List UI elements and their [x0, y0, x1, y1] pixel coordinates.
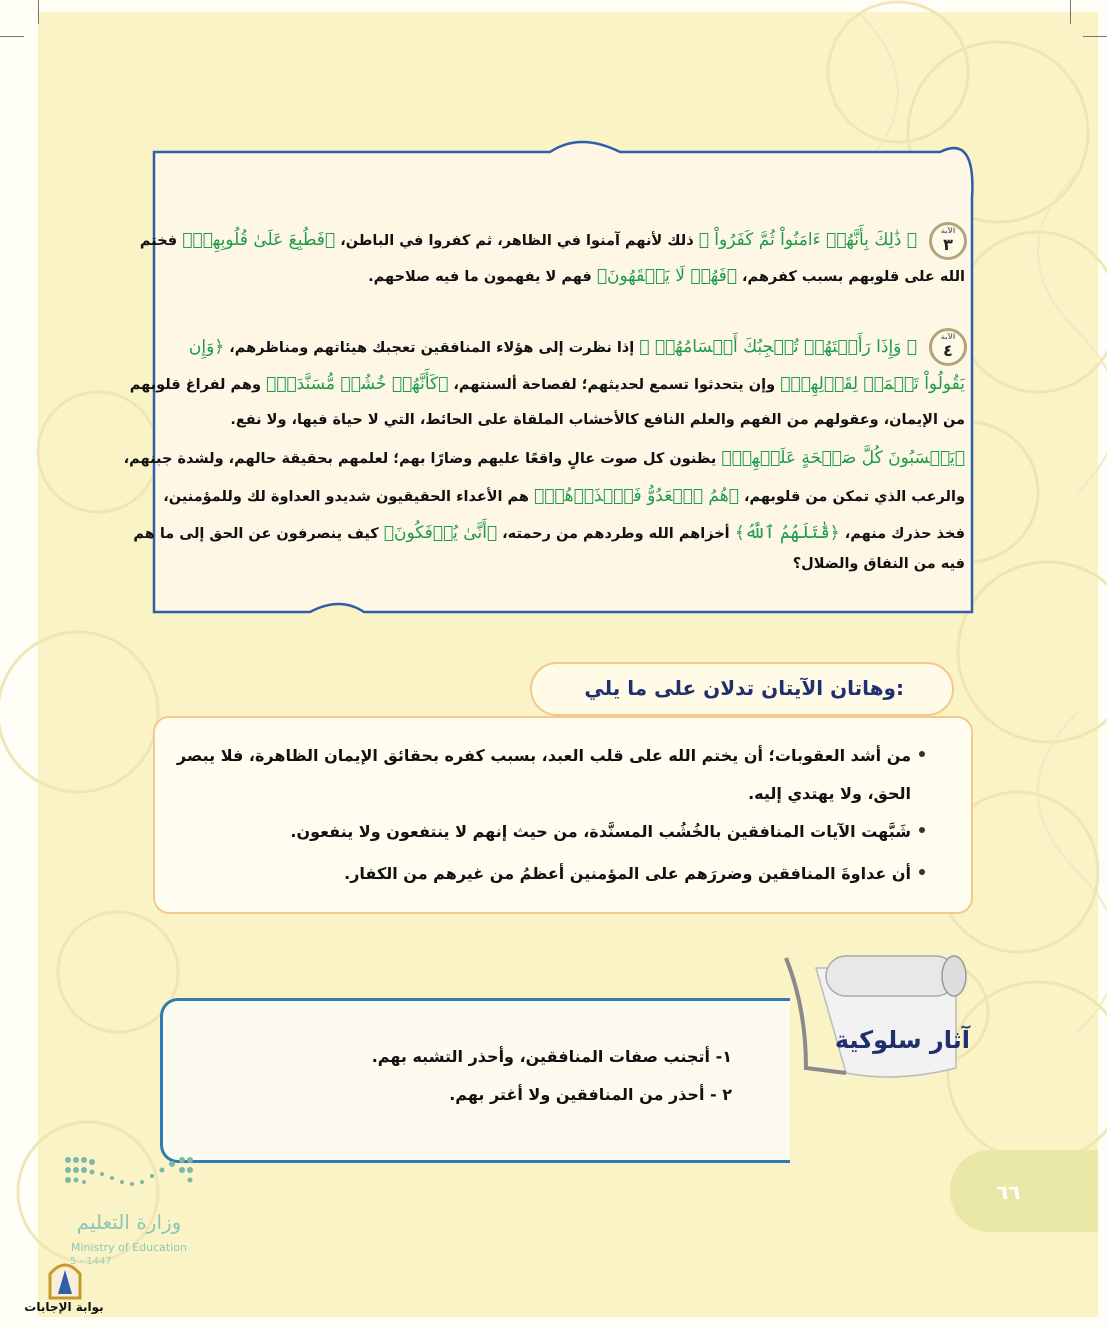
crop-mark	[38, 0, 39, 24]
quran-quote: ﴿ ذَٰلِكَ بِأَنَّهُمۡ ءَامَنُواْ ثُمَّ كَفَرُواْ ﴾	[698, 230, 917, 250]
quran-quote: ﴿هُمُ ٱلۡعَدُوُّ فَٱحۡذَرۡهُمۡ﴾	[534, 486, 739, 506]
crop-mark	[0, 36, 24, 37]
ayah-4-line-2: يَقُولُواْ تَسۡمَعۡ لِقَوۡلِهِمۡ﴾ وإن يتحدثوا تسمع لحديثهم؛ لفصاحة ألسنتهم، ﴿كَأَنَّهُمۡ خُشُبٞ مُّسَنَّدَةٞ﴾ وهم لفراغ قلوبهم	[129, 374, 965, 394]
quran-quote: ﴿أَنَّىٰ يُؤۡفَكُونَ﴾	[383, 523, 498, 543]
behavioral-title: آثار سلوكية	[834, 1026, 970, 1054]
ayah-4-line-6: فخذ حذرك منهم، ﴿قَٰتَلَهُمُ ٱللَّهُ﴾ أخزاهم الله وطردهم من رحمته، ﴿أَنَّىٰ يُؤۡفَكُونَ﴾ كيف ينصرفون عن الحق إلى ما هم	[133, 523, 965, 543]
indications-heading-box	[530, 662, 954, 716]
watermark-text: بوابة الإجابات	[24, 1300, 104, 1314]
behavioral-box	[160, 998, 790, 1163]
page-number: ٦٦	[996, 1180, 1021, 1204]
ayah-3-marker: الآية ٣	[929, 222, 967, 260]
ayah-4-marker: الآية ٤	[929, 328, 967, 366]
quran-quote: ﴿وَإِن	[188, 337, 225, 357]
bullet-icon	[919, 751, 925, 757]
indications-heading: وهاتان الآيتان تدلان على ما يلي:	[584, 676, 904, 700]
quran-quote: ﴿يَحۡسَبُونَ كُلَّ صَيۡحَةٍ عَلَيۡهِمۡ﴾	[721, 448, 965, 468]
ayah-4-line-7: فيه من النفاق والضلال؟	[792, 556, 965, 572]
ayah-4-line-1: ﴿ وَإِذَا رَأَيۡتَهُمۡ تُعۡجِبُكَ أَجۡسَامُهُمۡ ﴾ إذا نظرت إلى هؤلاء المنافقين تعجبك هيئاتهم ومناظرهم، ﴿وَإِن	[188, 337, 917, 357]
indications-list	[153, 716, 973, 914]
watermark-logo-icon	[44, 1258, 86, 1300]
ayah-3-line-1: ﴿ ذَٰلِكَ بِأَنَّهُمۡ ءَامَنُواْ ثُمَّ كَفَرُواْ ﴾ ذلك لأنهم آمنوا في الظاهر، ثم كفروا في الباطن، ﴿فَطُبِعَ عَلَىٰ قُلُوبِهِمۡ﴾ فختم	[139, 230, 917, 250]
ministry-name-ar: وزارة التعليم	[76, 1210, 182, 1234]
scroll-icon	[786, 948, 976, 1083]
page-number-tab	[950, 1150, 1098, 1232]
quran-quote: يَقُولُواْ تَسۡمَعۡ لِقَوۡلِهِمۡ﴾	[780, 374, 965, 394]
bullet-icon	[919, 827, 925, 833]
point-2: شَبَّهت الآيات المنافقين بالخُشُب المسنَّدة، من حيث إنهم لا ينتفعون ولا ينفعون.	[290, 822, 911, 841]
quran-quote: ﴿كَأَنَّهُمۡ خُشُبٞ مُّسَنَّدَةٞ﴾	[266, 374, 449, 394]
ministry-name-en: Ministry of Education	[70, 1241, 187, 1254]
behavioral-item-2: ٢ - أحذر من المنافقين ولا أغتر بهم.	[449, 1085, 732, 1104]
behavioral-item-1: ١- أتجنب صفات المنافقين، وأحذر التشبه بهم.	[371, 1047, 732, 1066]
ministry-year: 5 - 1447	[70, 1256, 112, 1267]
point-1-line-2: الحق، ولا يهتدي إليه.	[748, 784, 911, 803]
bullet-icon	[919, 869, 925, 875]
quran-quote: ﴿فَطُبِعَ عَلَىٰ قُلُوبِهِمۡ﴾	[182, 230, 336, 250]
point-3: أن عداوةَ المنافقين وضررَهم على المؤمنين أعظمُ من غيرهم من الكفار.	[344, 864, 911, 883]
quran-quote: ﴿ وَإِذَا رَأَيۡتَهُمۡ تُعۡجِبُكَ أَجۡسَامُهُمۡ ﴾	[639, 337, 917, 357]
crop-mark	[1070, 0, 1071, 24]
quran-quote: ﴿قَٰتَلَهُمُ ٱللَّهُ﴾	[734, 523, 840, 543]
ministry-dots-logo	[62, 1152, 198, 1200]
crop-mark	[1083, 36, 1107, 37]
ayah-3-line-2: الله على قلوبهم بسبب كفرهم، ﴿فَهُمۡ لَا يَفۡقَهُونَ﴾ فهم لا يفهمون ما فيه صلاحهم.	[368, 266, 965, 286]
ayah-4-line-5: والرعب الذي تمكن من قلوبهم، ﴿هُمُ ٱلۡعَدُوُّ فَٱحۡذَرۡهُمۡ﴾ هم الأعداء الحقيقيون شديدو العداوة لك وللمؤمنين،	[163, 486, 965, 506]
quran-quote: ﴿فَهُمۡ لَا يَفۡقَهُونَ﴾	[596, 266, 737, 286]
tafsir-panel	[123, 150, 965, 610]
ayah-4-line-3: من الإيمان، وعقولهم من الفهم والعلم النافع كالأخشاب الملقاة على الحائط، التي لا حياة فيها، ولا نفع.	[230, 412, 965, 428]
ayah-4-line-4: ﴿يَحۡسَبُونَ كُلَّ صَيۡحَةٍ عَلَيۡهِمۡ﴾ يظنون كل صوت عالٍ واقعًا عليهم وضارًا بهم؛ لعلمهم بحقيقة حالهم، ولشدة جبنهم،	[123, 448, 965, 468]
point-1-line-1: من أشد العقوبات؛ أن يختم الله على قلب العبد، بسبب كفره بحقائق الإيمان الظاهرة، فلا يبصر	[176, 746, 911, 765]
